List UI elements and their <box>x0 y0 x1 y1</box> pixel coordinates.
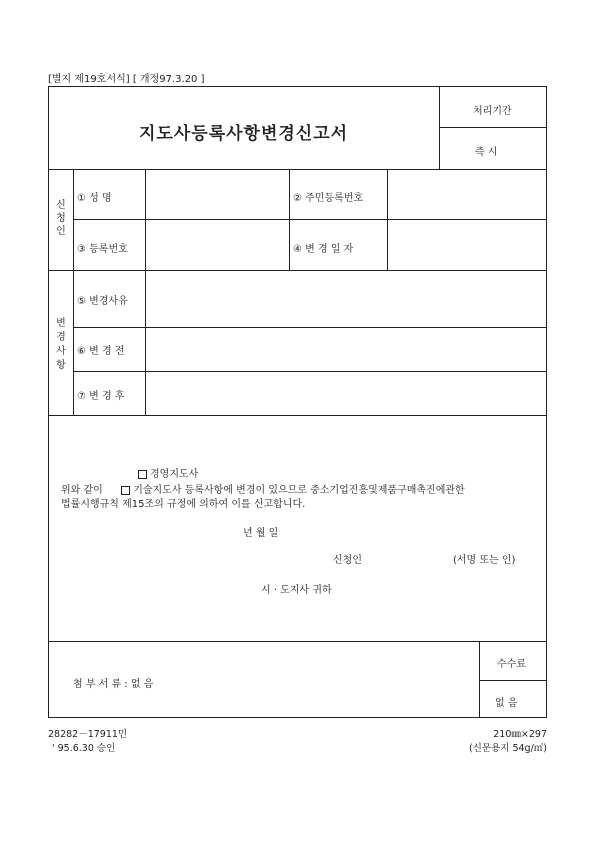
applicant-group-label: 신청인 <box>56 200 66 237</box>
fee-label: 수수료 <box>497 659 526 670</box>
rule-group-col <box>73 169 74 415</box>
reg-no-label: ③ 등록번호 <box>77 244 128 255</box>
rule-fee-col <box>479 641 480 717</box>
reg-no-field[interactable] <box>146 220 288 269</box>
signature-note: (서명 또는 인) <box>453 555 516 566</box>
change-date-field[interactable] <box>388 220 545 269</box>
addressee: 시 · 도지사 귀하 <box>261 585 332 596</box>
fee-value: 없 음 <box>495 698 518 709</box>
declaration-applicant: 신청인 <box>333 555 362 566</box>
processing-label: 처리기간 <box>473 106 512 117</box>
rrn-label: ② 주민등록번호 <box>293 193 364 204</box>
footer-code: 28282－17911민 <box>48 729 128 740</box>
form-number-header: [별지 제19호서식] [ 개정97.3.20 ] <box>48 74 205 85</box>
form-table <box>48 86 547 718</box>
attachments-label: 첨 부 서 류 : 없 음 <box>73 679 154 690</box>
footer-approval: ' 95.6.30 승인 <box>52 743 116 754</box>
change-date-label: ④ 변 경 일 자 <box>293 244 354 255</box>
rule-declaration-bottom <box>49 641 546 642</box>
rule-title-right <box>439 87 440 169</box>
after-field[interactable] <box>146 372 545 414</box>
reason-label: ⑤ 변경사유 <box>77 296 128 307</box>
declaration-line1: 위와 같이 기술지도사 등록사항에 변경이 있으므로 중소기업진흥및제품구매촉진에관한 <box>61 485 465 496</box>
declaration-line2: 법률시행규칙 제15조의 규정에 의하여 이를 신고합니다. <box>61 499 306 510</box>
rule-processing <box>439 127 546 128</box>
checkbox-technical[interactable] <box>121 486 130 495</box>
rule-changes-bottom <box>49 415 546 416</box>
after-label: ⑦ 변 경 후 <box>77 391 125 402</box>
before-label: ⑥ 변 경 전 <box>77 346 125 357</box>
option-management-consultant: 경영지도사 <box>138 465 198 480</box>
declaration-date: 년 월 일 <box>243 528 279 539</box>
footer-paper: (신문용지 54g/㎡) <box>469 743 547 754</box>
name-field[interactable] <box>146 170 288 218</box>
checkbox-management[interactable] <box>138 470 147 479</box>
reason-field[interactable] <box>146 271 545 326</box>
form-title: 지도사등록사항변경신고서 <box>139 124 349 144</box>
footer-size: 210㎜×297 <box>493 729 547 740</box>
processing-value: 즉 시 <box>475 147 498 158</box>
before-field[interactable] <box>146 328 545 370</box>
changes-group-label: 변경사항 <box>56 318 66 371</box>
rule-fee <box>479 680 546 681</box>
rule-mid-col <box>289 169 290 270</box>
rrn-field[interactable] <box>388 170 545 218</box>
name-label: ① 성 명 <box>77 193 112 204</box>
